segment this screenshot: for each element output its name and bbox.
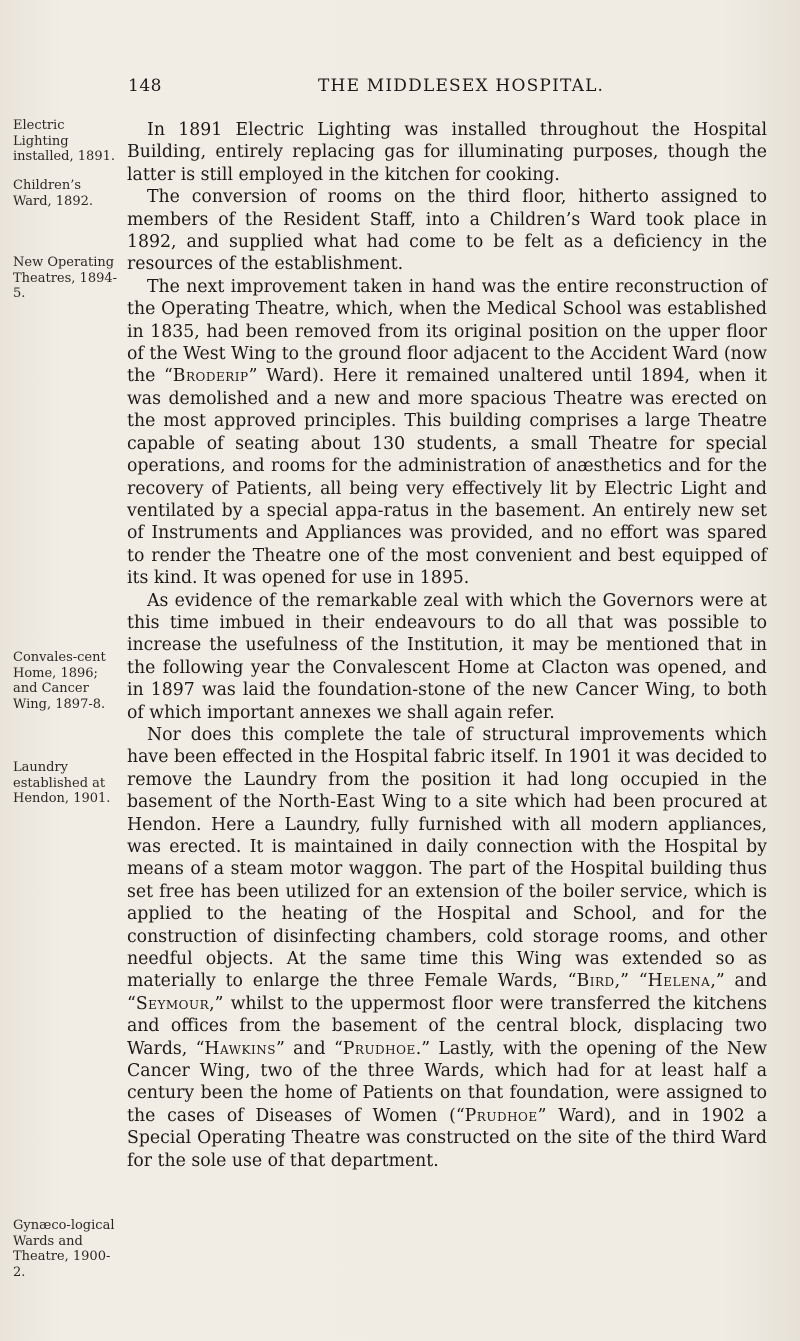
margin-note-gynaecological-wards: Gynæco-logical Wards and Theatre, 1900-2. bbox=[13, 1218, 115, 1280]
margin-note-operating-theatres: New Operating Theatres, 1894-5. bbox=[13, 255, 118, 301]
ward-name-seymour: Seymour bbox=[135, 993, 210, 1014]
paragraph-operating-theatre bbox=[127, 276, 767, 590]
text-run: ” Ward), and in 1902 a Special Operating Theatre was constructed on the site of the third Ward for the sole use of that department. bbox=[127, 1105, 767, 1171]
paragraph-electric-lighting: In 1891 Electric Lighting was installed throughout the Hospital Building, entirely replacing gas for illuminating purposes, though the latter is still employed in the kitchen for cooking. bbox=[127, 120, 767, 185]
ward-name-prudhoe: Prudhoe bbox=[342, 1038, 416, 1059]
ward-name-helena: Helena bbox=[647, 971, 711, 992]
ward-name-bird: Bird bbox=[576, 971, 615, 992]
text-run: ” and “ bbox=[275, 1038, 343, 1059]
text-run: .” Lastly, with the opening of the New Cancer Wing, two of the three Wards, which had for at least half a century been the home of Patients on that foundation, were assigned to the cases of Diseases of Women (“ bbox=[127, 1038, 767, 1126]
paragraph-convalescent-home: As evidence of the remarkable zeal with which the Governors were at this time imbued in their endeavours to do all that was possible to increase the usefulness of the Institution, it may be mentioned that in the following year the Convalescent Home at Clacton was opened, and in 1897 was laid the foundation-stone of the new Cancer Wing, to both of which important annexes we shall again refer. bbox=[127, 590, 767, 723]
text-run: ,” whilst to the uppermost floor were transferred the kitchens and offices from the basement of the central block, displacing two Wards, “ bbox=[127, 993, 767, 1059]
ward-name-hawkins: Hawkins bbox=[204, 1038, 276, 1059]
paragraph-childrens-ward: The conversion of rooms on the third floor, hitherto assigned to members of the Resident Staff, into a Children’s Ward took place in 1892, and supplied what had come to be felt as a deficiency in the resources of the establishment. bbox=[127, 187, 767, 275]
ward-name-prudhoe: Prudhoe bbox=[464, 1105, 538, 1126]
paragraph-laundry bbox=[127, 724, 767, 1172]
text-run: The next improvement taken in hand was the entire reconstruction of the Operating Theatre, which, when the Medical School was established in 1835, had been removed from its original position on the upper floor of the West Wing to the ground floor adjacent to the Accident Ward (now the “ bbox=[127, 276, 767, 387]
text-run: ” Ward). Here it remained unaltered until 1894, when it was demolished and a new and more spacious Theatre was erected on the most approved principles. This building comprises a large Theatre capable of seating about 130 students, a small Theatre for special operations, and rooms for the administration of anæsthetics and for the recovery of Patients, all being very effectively lit by Electric Light and ventilated by a special appa-ratus in the basement. An entirely new set of Instruments and Appliances was provided, and no effort was spared to render the Theatre one of the most convenient and best equipped of its kind. It was opened for use in 1895. bbox=[127, 366, 767, 589]
margin-note-childrens-ward: Children’s Ward, 1892. bbox=[13, 178, 93, 209]
body-text bbox=[127, 119, 767, 1172]
text-run: ,” “ bbox=[614, 971, 648, 992]
text-run: ,” and “ bbox=[127, 971, 768, 1014]
margin-note-convalescent-home: Convales-cent Home, 1896; and Cancer Wing, 1897-8. bbox=[13, 650, 106, 712]
running-title: THE MIDDLESEX HOSPITAL. bbox=[318, 76, 605, 96]
page-number: 148 bbox=[128, 76, 162, 96]
ward-name-broderip: Broderip bbox=[172, 366, 249, 387]
margin-note-laundry: Laundry established at Hendon, 1901. bbox=[13, 760, 111, 806]
margin-notes bbox=[0, 0, 122, 1341]
margin-note-electric-lighting: Electric Lighting installed, 1891. bbox=[13, 118, 115, 164]
text-run: Nor does this complete the tale of structural improvements which have been effected in the Hospital fabric itself. In 1901 it was decided to remove the Laundry from the position it had long occupied in the basement of the North-East Wing to a site which had been procured at Hendon. Here a Laundry, fully furnished with all modern appliances, was erected. It is maintained in daily connection with the Hospital by means of a steam motor waggon. The part of the Hospital building thus set free has been utilized for an extension of the boiler service, which is applied to the heating of the Hospital and School, and for the construction of disinfecting chambers, cold storage rooms, and other needful objects. At the same time this Wing was extended so as materially to enlarge the three Female Wards, “ bbox=[127, 724, 767, 992]
